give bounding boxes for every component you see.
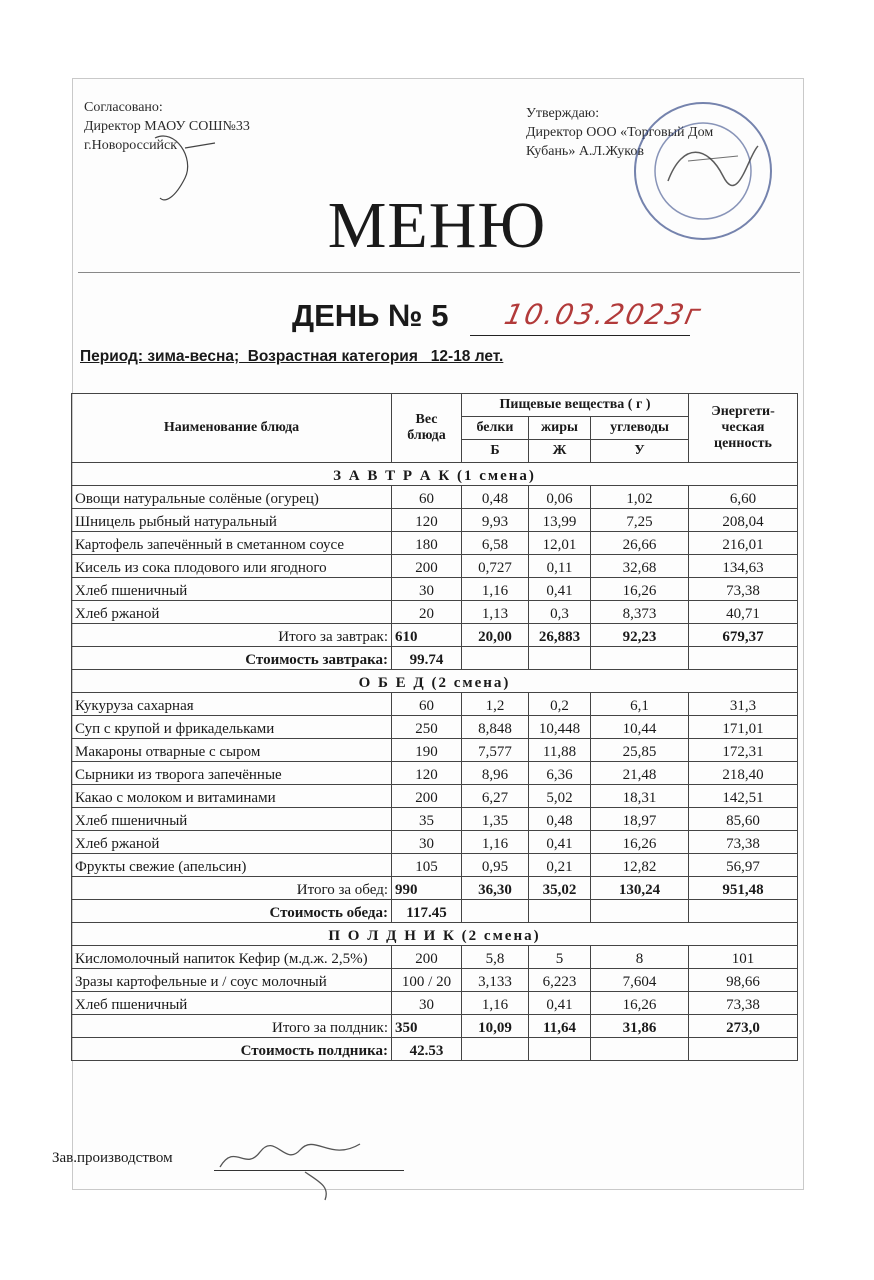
- table-row: [72, 808, 798, 831]
- cell-weight: 30: [392, 992, 462, 1015]
- table-row: [72, 969, 798, 992]
- cost-value: 99.74: [392, 647, 462, 670]
- cell-carbs: 16,26: [591, 992, 689, 1015]
- manager-signature: [210, 1132, 370, 1202]
- total-weight: 610: [392, 624, 462, 647]
- table-row: [72, 693, 798, 716]
- cost-label: Стоимость обеда:: [72, 900, 392, 923]
- cell-fat: 13,99: [529, 509, 591, 532]
- total-carbs: 31,86: [591, 1015, 689, 1038]
- cell-carbs: 8: [591, 946, 689, 969]
- total-row: [72, 877, 798, 900]
- divider: [78, 272, 800, 273]
- cell-carbs: 25,85: [591, 739, 689, 762]
- approved-title: Утверждаю:: [526, 106, 600, 121]
- cell-weight: 105: [392, 854, 462, 877]
- col-header-protein-short: Б: [462, 440, 529, 463]
- cell-energy: 134,63: [689, 555, 798, 578]
- table-row: [72, 739, 798, 762]
- total-weight: 990: [392, 877, 462, 900]
- section-title: З А В Т Р А К (1 смена): [72, 463, 798, 486]
- table-row: [72, 992, 798, 1015]
- cell-energy: 31,3: [689, 693, 798, 716]
- cell-energy: 216,01: [689, 532, 798, 555]
- cost-row: [72, 1038, 798, 1061]
- cell-weight: 100 / 20: [392, 969, 462, 992]
- cost-value: 117.45: [392, 900, 462, 923]
- table-row: [72, 601, 798, 624]
- cell-weight: 30: [392, 578, 462, 601]
- cell-carbs: 7,604: [591, 969, 689, 992]
- total-fat: 11,64: [529, 1015, 591, 1038]
- empty-cell: [529, 647, 591, 670]
- empty-cell: [591, 647, 689, 670]
- total-protein: 36,30: [462, 877, 529, 900]
- dish-name: Макароны отварные с сыром: [72, 739, 392, 762]
- cell-fat: 10,448: [529, 716, 591, 739]
- cell-protein: 1,13: [462, 601, 529, 624]
- empty-cell: [591, 900, 689, 923]
- cell-energy: 218,40: [689, 762, 798, 785]
- cell-energy: 56,97: [689, 854, 798, 877]
- dish-name: Кисель из сока плодового или ягодного: [72, 555, 392, 578]
- cell-weight: 250: [392, 716, 462, 739]
- cell-carbs: 16,26: [591, 831, 689, 854]
- empty-cell: [591, 1038, 689, 1061]
- cell-energy: 85,60: [689, 808, 798, 831]
- total-energy: 273,0: [689, 1015, 798, 1038]
- table-row: [72, 486, 798, 509]
- cell-protein: 1,16: [462, 992, 529, 1015]
- cell-weight: 35: [392, 808, 462, 831]
- dish-name: Зразы картофельные и / соус молочный: [72, 969, 392, 992]
- agreed-position: Директор МАОУ СОШ№33: [84, 119, 250, 134]
- empty-cell: [689, 1038, 798, 1061]
- cell-protein: 5,8: [462, 946, 529, 969]
- cell-carbs: 12,82: [591, 854, 689, 877]
- total-label: Итого за полдник:: [72, 1015, 392, 1038]
- dish-name: Фрукты свежие (апельсин): [72, 854, 392, 877]
- cell-protein: 0,48: [462, 486, 529, 509]
- total-protein: 20,00: [462, 624, 529, 647]
- cell-protein: 7,577: [462, 739, 529, 762]
- cell-carbs: 6,1: [591, 693, 689, 716]
- cell-protein: 9,93: [462, 509, 529, 532]
- table-row: [72, 532, 798, 555]
- dish-name: Хлеб пшеничный: [72, 992, 392, 1015]
- cell-energy: 73,38: [689, 831, 798, 854]
- empty-cell: [462, 900, 529, 923]
- date-underline: [470, 335, 690, 336]
- table-row: [72, 555, 798, 578]
- section-title: П О Л Д Н И К (2 смена): [72, 923, 798, 946]
- cost-value: 42.53: [392, 1038, 462, 1061]
- cell-carbs: 21,48: [591, 762, 689, 785]
- cell-protein: 1,16: [462, 578, 529, 601]
- table-row: [72, 854, 798, 877]
- section-row: [72, 463, 798, 486]
- total-carbs: 92,23: [591, 624, 689, 647]
- table-row: [72, 578, 798, 601]
- dish-name: Хлеб ржаной: [72, 601, 392, 624]
- cell-energy: 142,51: [689, 785, 798, 808]
- cell-carbs: 10,44: [591, 716, 689, 739]
- cell-fat: 0,41: [529, 992, 591, 1015]
- table-row: [72, 946, 798, 969]
- dish-name: Картофель запечённый в сметанном соусе: [72, 532, 392, 555]
- cell-protein: 1,2: [462, 693, 529, 716]
- agreed-city: г.Новороссийск: [84, 138, 178, 153]
- cell-energy: 73,38: [689, 578, 798, 601]
- dish-name: Сырники из творога запечённые: [72, 762, 392, 785]
- dish-name: Хлеб пшеничный: [72, 808, 392, 831]
- cell-weight: 180: [392, 532, 462, 555]
- cell-energy: 172,31: [689, 739, 798, 762]
- cell-carbs: 1,02: [591, 486, 689, 509]
- col-header-carbs: углеводы: [591, 417, 689, 440]
- total-energy: 679,37: [689, 624, 798, 647]
- total-fat: 26,883: [529, 624, 591, 647]
- cell-carbs: 16,26: [591, 578, 689, 601]
- approved-position: Директор ООО «Торговый Дом: [526, 125, 714, 140]
- cell-fat: 12,01: [529, 532, 591, 555]
- empty-cell: [529, 900, 591, 923]
- cost-label: Стоимость завтрака:: [72, 647, 392, 670]
- col-header-protein: белки: [462, 417, 529, 440]
- total-row: [72, 1015, 798, 1038]
- total-row: [72, 624, 798, 647]
- cell-weight: 200: [392, 555, 462, 578]
- day-label: ДЕНЬ № 5: [292, 298, 449, 333]
- empty-cell: [462, 647, 529, 670]
- cell-protein: 8,96: [462, 762, 529, 785]
- col-header-fat-short: Ж: [529, 440, 591, 463]
- col-header-energy: Энергети-ческая ценность: [689, 394, 798, 463]
- col-header-fat: жиры: [529, 417, 591, 440]
- table-row: [72, 509, 798, 532]
- cell-carbs: 18,97: [591, 808, 689, 831]
- dish-name: Хлеб ржаной: [72, 831, 392, 854]
- empty-cell: [529, 1038, 591, 1061]
- total-label: Итого за завтрак:: [72, 624, 392, 647]
- menu-table-body: [72, 463, 798, 1061]
- cell-weight: 20: [392, 601, 462, 624]
- cost-row: [72, 900, 798, 923]
- menu-table: [71, 393, 798, 1061]
- cost-label: Стоимость полдника:: [72, 1038, 392, 1061]
- dish-name: Какао с молоком и витаминами: [72, 785, 392, 808]
- total-fat: 35,02: [529, 877, 591, 900]
- total-protein: 10,09: [462, 1015, 529, 1038]
- table-row: [72, 831, 798, 854]
- total-weight: 350: [392, 1015, 462, 1038]
- page-title: МЕНЮ: [327, 189, 547, 262]
- table-row: [72, 762, 798, 785]
- cell-carbs: 26,66: [591, 532, 689, 555]
- cell-weight: 120: [392, 509, 462, 532]
- cell-carbs: 32,68: [591, 555, 689, 578]
- cell-weight: 200: [392, 946, 462, 969]
- cell-protein: 0,727: [462, 555, 529, 578]
- period-line: Период: зима-весна; Возрастная категория 12-18 лет.: [80, 348, 504, 365]
- cell-fat: 0,48: [529, 808, 591, 831]
- cell-fat: 0,06: [529, 486, 591, 509]
- cell-protein: 3,133: [462, 969, 529, 992]
- cell-energy: 40,71: [689, 601, 798, 624]
- cell-protein: 6,58: [462, 532, 529, 555]
- cell-weight: 190: [392, 739, 462, 762]
- dish-name: Кисломолочный напиток Кефир (м.д.ж. 2,5%): [72, 946, 392, 969]
- cell-weight: 120: [392, 762, 462, 785]
- dish-name: Кукуруза сахарная: [72, 693, 392, 716]
- cell-fat: 0,21: [529, 854, 591, 877]
- footer-label: Зав.производством: [52, 1150, 173, 1166]
- cost-row: [72, 647, 798, 670]
- total-label: Итого за обед:: [72, 877, 392, 900]
- cell-carbs: 8,373: [591, 601, 689, 624]
- cell-carbs: 18,31: [591, 785, 689, 808]
- approved-company: Кубань» А.Л.Жуков: [526, 144, 644, 159]
- cell-fat: 6,36: [529, 762, 591, 785]
- dish-name: Шницель рыбный натуральный: [72, 509, 392, 532]
- cell-fat: 0,11: [529, 555, 591, 578]
- cell-energy: 171,01: [689, 716, 798, 739]
- section-title: О Б Е Д (2 смена): [72, 670, 798, 693]
- col-header-nutrients: Пищевые вещества ( г ): [462, 394, 689, 417]
- cell-fat: 0,3: [529, 601, 591, 624]
- total-carbs: 130,24: [591, 877, 689, 900]
- cell-fat: 11,88: [529, 739, 591, 762]
- cell-energy: 101: [689, 946, 798, 969]
- cell-energy: 208,04: [689, 509, 798, 532]
- col-header-name: Наименование блюда: [72, 394, 392, 463]
- handwritten-date: 10.03.2023г: [501, 298, 706, 331]
- cell-protein: 8,848: [462, 716, 529, 739]
- section-row: [72, 923, 798, 946]
- cell-fat: 5,02: [529, 785, 591, 808]
- empty-cell: [462, 1038, 529, 1061]
- empty-cell: [689, 647, 798, 670]
- dish-name: Суп с крупой и фрикадельками: [72, 716, 392, 739]
- agreed-title: Согласовано:: [84, 100, 163, 115]
- cell-protein: 0,95: [462, 854, 529, 877]
- cell-fat: 0,41: [529, 578, 591, 601]
- cell-protein: 1,35: [462, 808, 529, 831]
- cell-weight: 60: [392, 693, 462, 716]
- cell-carbs: 7,25: [591, 509, 689, 532]
- dish-name: Овощи натуральные солёные (огурец): [72, 486, 392, 509]
- cell-protein: 6,27: [462, 785, 529, 808]
- cell-fat: 5: [529, 946, 591, 969]
- cell-weight: 30: [392, 831, 462, 854]
- cell-weight: 60: [392, 486, 462, 509]
- cell-energy: 98,66: [689, 969, 798, 992]
- col-header-carbs-short: У: [591, 440, 689, 463]
- table-row: [72, 785, 798, 808]
- empty-cell: [689, 900, 798, 923]
- cell-energy: 73,38: [689, 992, 798, 1015]
- dish-name: Хлеб пшеничный: [72, 578, 392, 601]
- total-energy: 951,48: [689, 877, 798, 900]
- section-row: [72, 670, 798, 693]
- col-header-weight: Вес блюда: [392, 394, 462, 463]
- cell-fat: 6,223: [529, 969, 591, 992]
- cell-fat: 0,2: [529, 693, 591, 716]
- cell-protein: 1,16: [462, 831, 529, 854]
- table-row: [72, 716, 798, 739]
- cell-fat: 0,41: [529, 831, 591, 854]
- cell-energy: 6,60: [689, 486, 798, 509]
- cell-weight: 200: [392, 785, 462, 808]
